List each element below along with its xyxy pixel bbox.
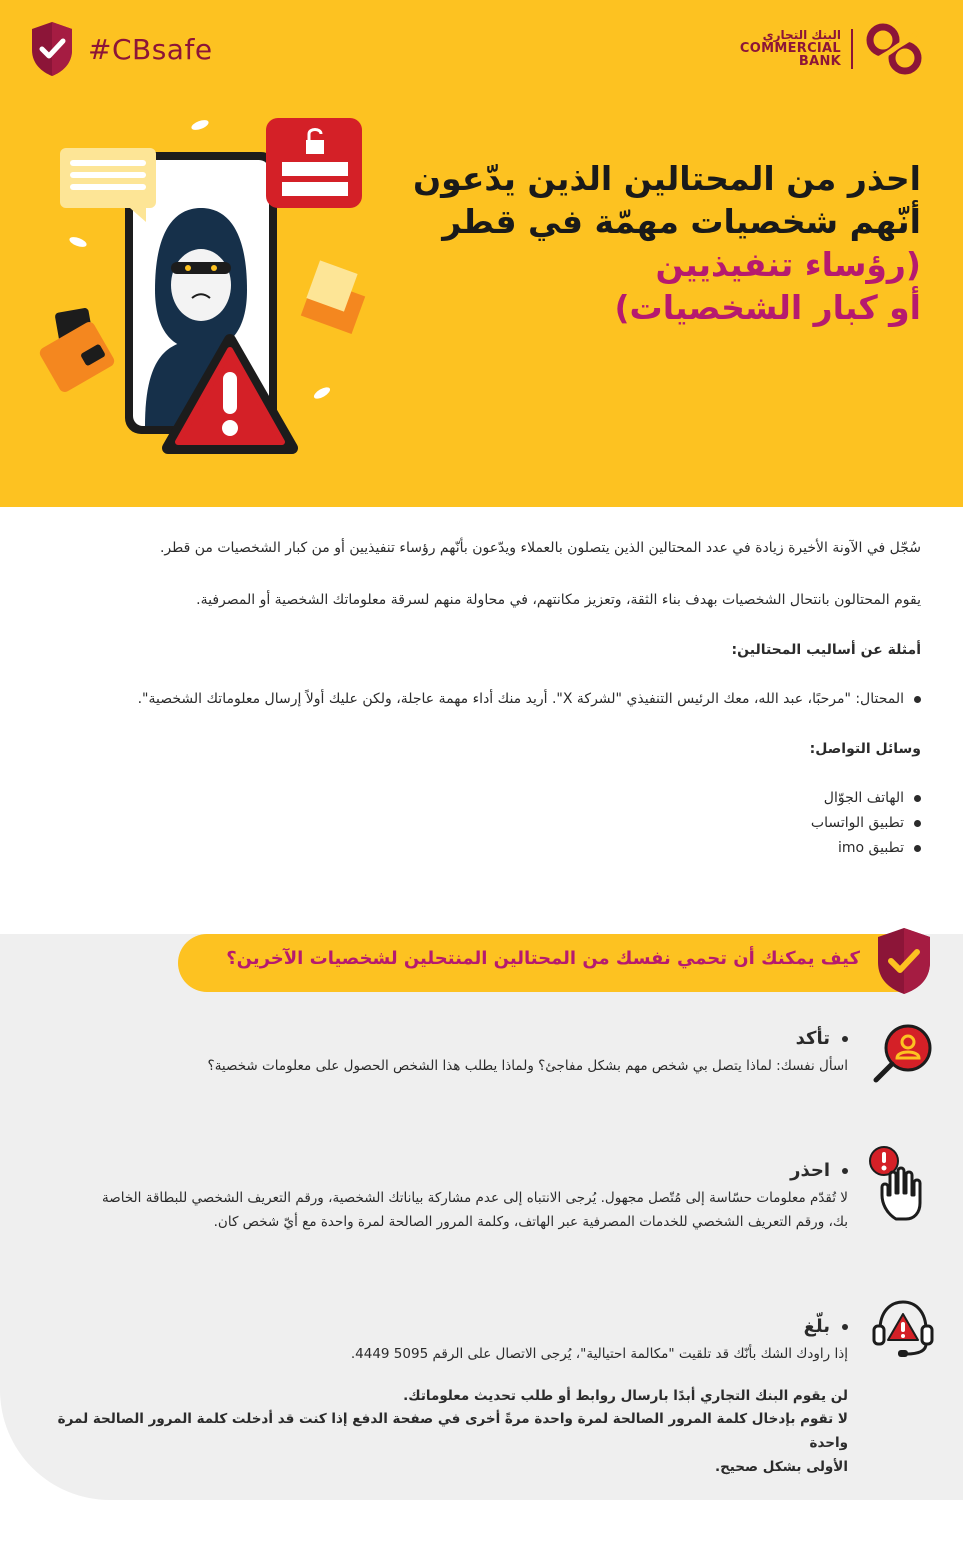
cbsafe-tag <box>30 20 213 78</box>
hero-banner <box>0 0 963 507</box>
bullet-dot <box>914 845 921 852</box>
bullet-dot <box>914 820 921 827</box>
bullet-dot <box>842 1036 848 1042</box>
channels-heading: وسائل التواصل: <box>809 741 921 757</box>
channel-mobile: الهاتف الجوّال <box>823 790 904 806</box>
channels-list <box>61 788 921 859</box>
tip-beware-body-2: بك، ورقم التعريف الشخصي للخدمات المصرفية عبر الهاتف، وكلمة المرور الصالحة لمرة واحدة مع أيّ شخص كان. <box>213 1213 848 1230</box>
scammer-phone-illustration <box>30 110 380 480</box>
tip-report-title: بلّغ <box>803 1316 830 1337</box>
tip-report <box>38 1316 848 1479</box>
bank-logo-icon <box>863 18 925 80</box>
headline <box>361 158 921 330</box>
shield-check-icon <box>30 20 74 78</box>
hand-alert-icon <box>866 1145 938 1225</box>
bullet-dot <box>914 696 921 703</box>
examples-heading: أمثلة عن أساليب المحتالين: <box>731 642 921 658</box>
headline-line-4: أو كبار الشخصيات) <box>614 287 921 327</box>
bank-name-ar: البنك التجاري <box>762 28 841 43</box>
headline-line-3: (رؤساء تنفيذيين <box>655 244 921 284</box>
examples-list <box>61 689 921 710</box>
tip-verify-title: تأكد <box>795 1028 830 1049</box>
article-body <box>61 538 921 863</box>
shield-check-icon <box>876 926 932 996</box>
example-text: المحتال: "مرحبًا، عبد الله، معك الرئيس التنفيذي "لشركة X". أريد منك أداء مهمة عاجلة، ولكن عليك أولاً إرسال معلوماتك الشخصية". <box>137 691 904 707</box>
tip-report-body: إذا راودك الشك بأنّك قد تلقيت "مكالمة احتيالية"، يُرجى الاتصال على الرقم 5095 4449. <box>350 1346 848 1362</box>
intro-paragraph-1: سُجّل في الآونة الأخيرة زيادة في عدد المحتالين الذين يتصلون بالعملاء ويدّعون بأنّهم رؤساء تنفيذيين أو من كبار الشخصيات من قطر. <box>159 540 921 556</box>
protection-banner <box>178 934 900 992</box>
tip-verify <box>128 1028 848 1079</box>
bank-name-en-1: COMMERCIAL <box>739 40 841 56</box>
bank-name-en-2: BANK <box>798 54 841 70</box>
list-item <box>61 689 921 710</box>
tip-report-note-3: الأولى بشكل صحيح. <box>714 1458 848 1475</box>
bank-logo[interactable] <box>740 18 925 80</box>
magnifier-user-icon <box>870 1020 936 1086</box>
intro-paragraph-2: يقوم المحتالون بانتحال الشخصيات بهدف بناء الثقة، وتعزيز مكانتهم، في محاولة منهم لسرقة معلوماتك الشخصية أو المصرفية. <box>196 592 921 608</box>
list-item <box>61 813 921 834</box>
hashtag-text: #CBsafe <box>88 32 213 66</box>
tip-beware-title: احذر <box>790 1160 830 1181</box>
protection-banner-title: كيف يمكنك أن تحمي نفسك من المحتالين المنتحلين لشخصيات الآخرين؟ <box>226 948 860 969</box>
list-item <box>61 788 921 809</box>
headset-alert-icon <box>870 1296 936 1362</box>
channel-whatsapp: تطبيق الواتساب <box>810 815 904 831</box>
bullet-dot <box>842 1324 848 1330</box>
bullet-dot <box>842 1168 848 1174</box>
tip-beware-body-1: لا تُقدّم معلومات حسّاسة إلى مُتّصل مجهول. يُرجى الانتباه إلى عدم مشاركة بياناتك الشخصية، ورقم التعريف الشخصي للبطاقة الخاصة <box>102 1190 848 1206</box>
headline-line-1: احذر من المحتالين الذين يدّعون <box>413 159 921 198</box>
tip-beware <box>38 1160 848 1234</box>
tip-verify-body: اسأل نفسك: لماذا يتصل بي شخص مهم بشكل مفاجئ؟ ولماذا يطلب هذا الشخص الحصول على معلومات شخصية؟ <box>207 1058 848 1074</box>
headline-line-2: أنّهم شخصيات مهمّة في قطر <box>442 201 921 241</box>
bullet-dot <box>914 795 921 802</box>
channel-imo: تطبيق imo <box>837 840 904 856</box>
list-item <box>61 838 921 859</box>
tip-report-note-2: لا تقوم بإدخال كلمة المرور الصالحة لمرة واحدة مرةً أخرى في صفحة الدفع إذا كنت قد أدخلت كلمة المرور الصالحة لمرة واحدة <box>57 1411 848 1451</box>
tip-report-note-1: لن يقوم البنك التجاري أبدًا بارسال روابط أو طلب تحديث معلوماتك. <box>403 1387 848 1404</box>
